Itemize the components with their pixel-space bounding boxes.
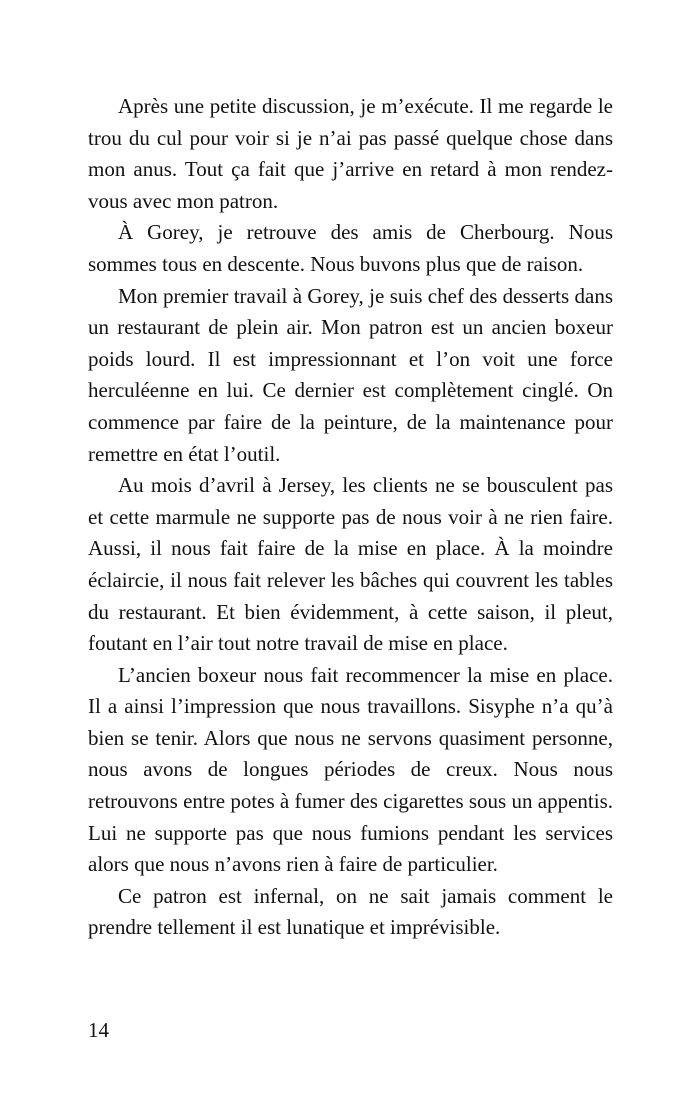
paragraph-4: Au mois d’avril à Jersey, les clients ne se bousculent pas et cette marmule ne supporte pas de nous voir à ne rien faire. Aussi, il nous fait faire de la mise en place. À la moindre éclaircie, il nous fait relever les bâches qui couvrent les tables du restaurant. Et bien évidemment, à cette saison, il pleut, foutant en l’air tout notre travail de mise en place.: [88, 473, 613, 656]
page-body: [88, 91, 613, 944]
paragraph-6: Ce patron est infernal, on ne sait jamais comment le prendre tellement il est lunatique et imprévisible.: [88, 883, 613, 940]
paragraph-3: Mon premier travail à Gorey, je suis chef des desserts dans un restaurant de plein air. Mon patron est un ancien boxeur poids lourd. Il est impressionnant et l’on voit une force herculéenne en lui. Ce dernier est complètement cinglé. On commence par faire de la peinture, de la maintenance pour remettre en état l’outil.: [88, 283, 613, 466]
paragraph-5: L’ancien boxeur nous fait recommencer la mise en place. Il a ainsi l’impression que nous travaillons. Sisyphe n’a qu’à bien se tenir. Alors que nous ne servons quasiment personne, nous avons de longues périodes de creux. Nous nous retrouvons entre potes à fumer des cigarettes sous un appentis. Lui ne supporte pas que nous fumions pendant les services alors que nous n’avons rien à faire de particulier.: [88, 662, 613, 877]
paragraph-2: À Gorey, je retrouve des amis de Cherbourg. Nous sommes tous en descente. Nous buvons plus que de raison.: [88, 220, 613, 276]
paragraph-1: Après une petite discussion, je m’exécute. Il me regarde le trou du cul pour voir si je n’ai pas passé quelque chose dans mon anus. Tout ça fait que j’arrive en retard à mon rendez-vous avec mon patron.: [88, 94, 613, 213]
page-number: 14: [88, 1018, 109, 1042]
